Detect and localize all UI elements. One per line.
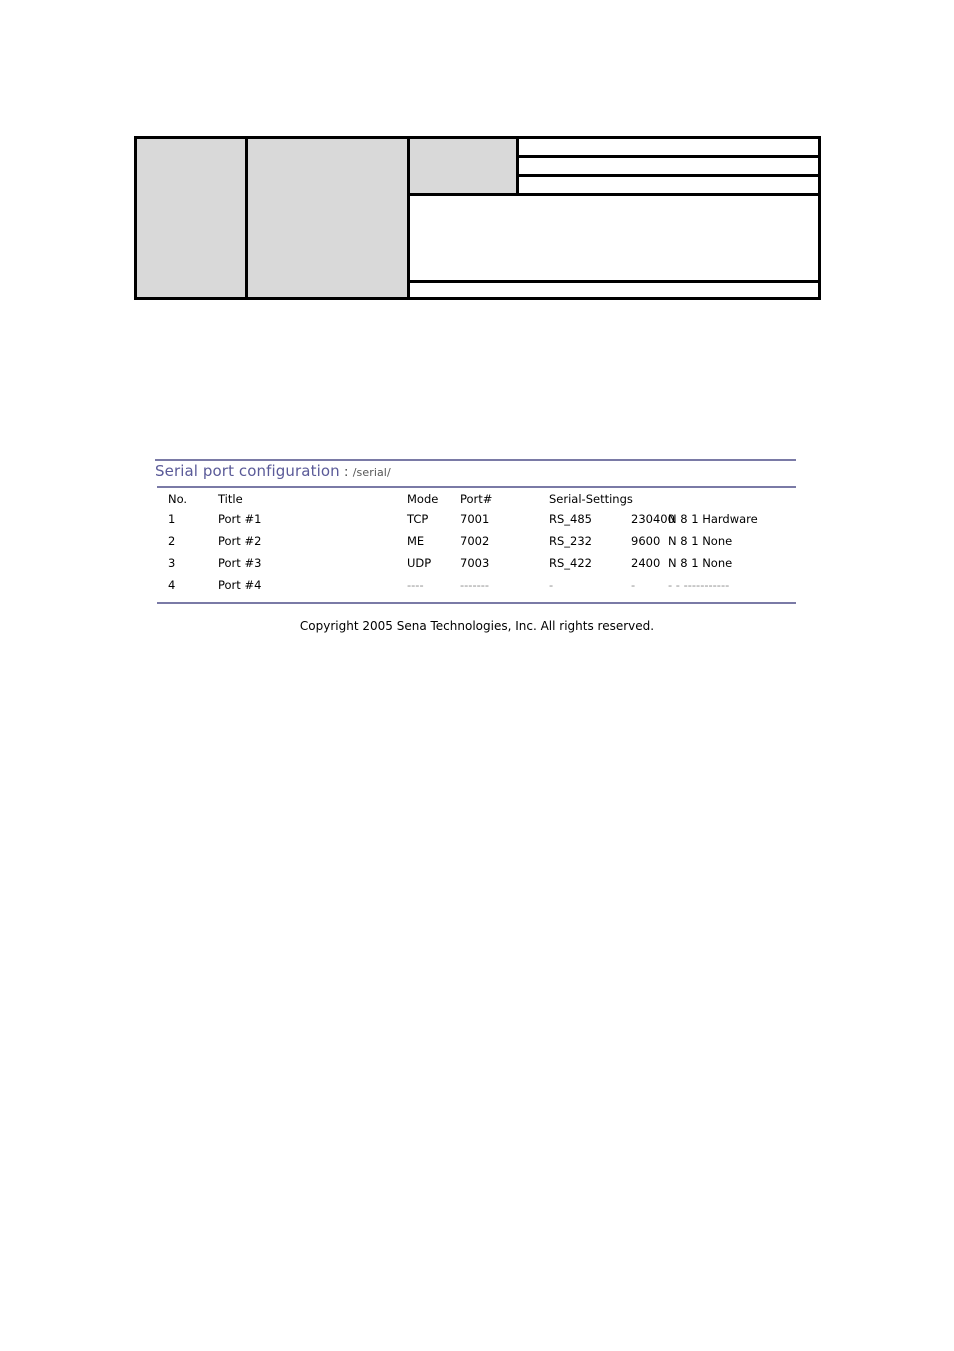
content-frame xyxy=(407,193,821,283)
row-mode: ME xyxy=(407,534,425,548)
row-baud-rate: - xyxy=(631,578,636,592)
title-separator: : xyxy=(339,465,353,480)
header-port: Port# xyxy=(460,492,493,506)
row-line-settings: - - ----------- xyxy=(668,578,730,592)
port-title-link[interactable]: Port #3 xyxy=(218,556,262,570)
footer-frame xyxy=(407,280,821,300)
row-no: 4 xyxy=(168,578,176,592)
header-no: No. xyxy=(168,492,188,506)
panel-bottom-rule xyxy=(157,602,796,604)
row-port-number: 7001 xyxy=(460,512,490,526)
header-mode: Mode xyxy=(407,492,439,506)
row-baud-rate: 2400 xyxy=(631,556,661,570)
menu-frame xyxy=(245,136,410,300)
row-baud-rate: 230400 xyxy=(631,512,675,526)
header-title: Title xyxy=(218,492,243,506)
row-line-settings: N 8 1 Hardware xyxy=(668,512,758,526)
header-serial-settings: Serial-Settings xyxy=(549,492,633,506)
port-title-link[interactable]: Port #4 xyxy=(218,578,262,592)
row-mode: ---- xyxy=(407,578,424,592)
row-interface: - xyxy=(549,578,554,592)
serial-port-table xyxy=(155,459,796,609)
port-title-link[interactable]: Port #2 xyxy=(218,534,262,548)
row-no: 1 xyxy=(168,512,176,526)
logo-frame xyxy=(407,136,519,196)
row-interface: RS_485 xyxy=(549,512,592,526)
row-interface: RS_232 xyxy=(549,534,592,548)
row-baud-rate: 9600 xyxy=(631,534,661,548)
left-frame xyxy=(134,136,248,300)
layout-wireframe xyxy=(134,136,821,300)
row-no: 3 xyxy=(168,556,176,570)
row-port-number: 7002 xyxy=(460,534,490,548)
breadcrumb-path: /serial/ xyxy=(352,466,391,479)
row-line-settings: N 8 1 None xyxy=(668,556,733,570)
row-mode: UDP xyxy=(407,556,432,570)
row-no: 2 xyxy=(168,534,176,548)
row-line-settings: N 8 1 None xyxy=(668,534,733,548)
row-port-number: 7003 xyxy=(460,556,490,570)
row-mode: TCP xyxy=(407,512,429,526)
copyright-text: Copyright 2005 Sena Technologies, Inc. All rights reserved. xyxy=(299,619,655,633)
title-text: Serial port configuration xyxy=(155,462,340,480)
row-interface: RS_422 xyxy=(549,556,592,570)
port-title-link[interactable]: Port #1 xyxy=(218,512,262,526)
row-port-number: ------- xyxy=(460,578,490,592)
